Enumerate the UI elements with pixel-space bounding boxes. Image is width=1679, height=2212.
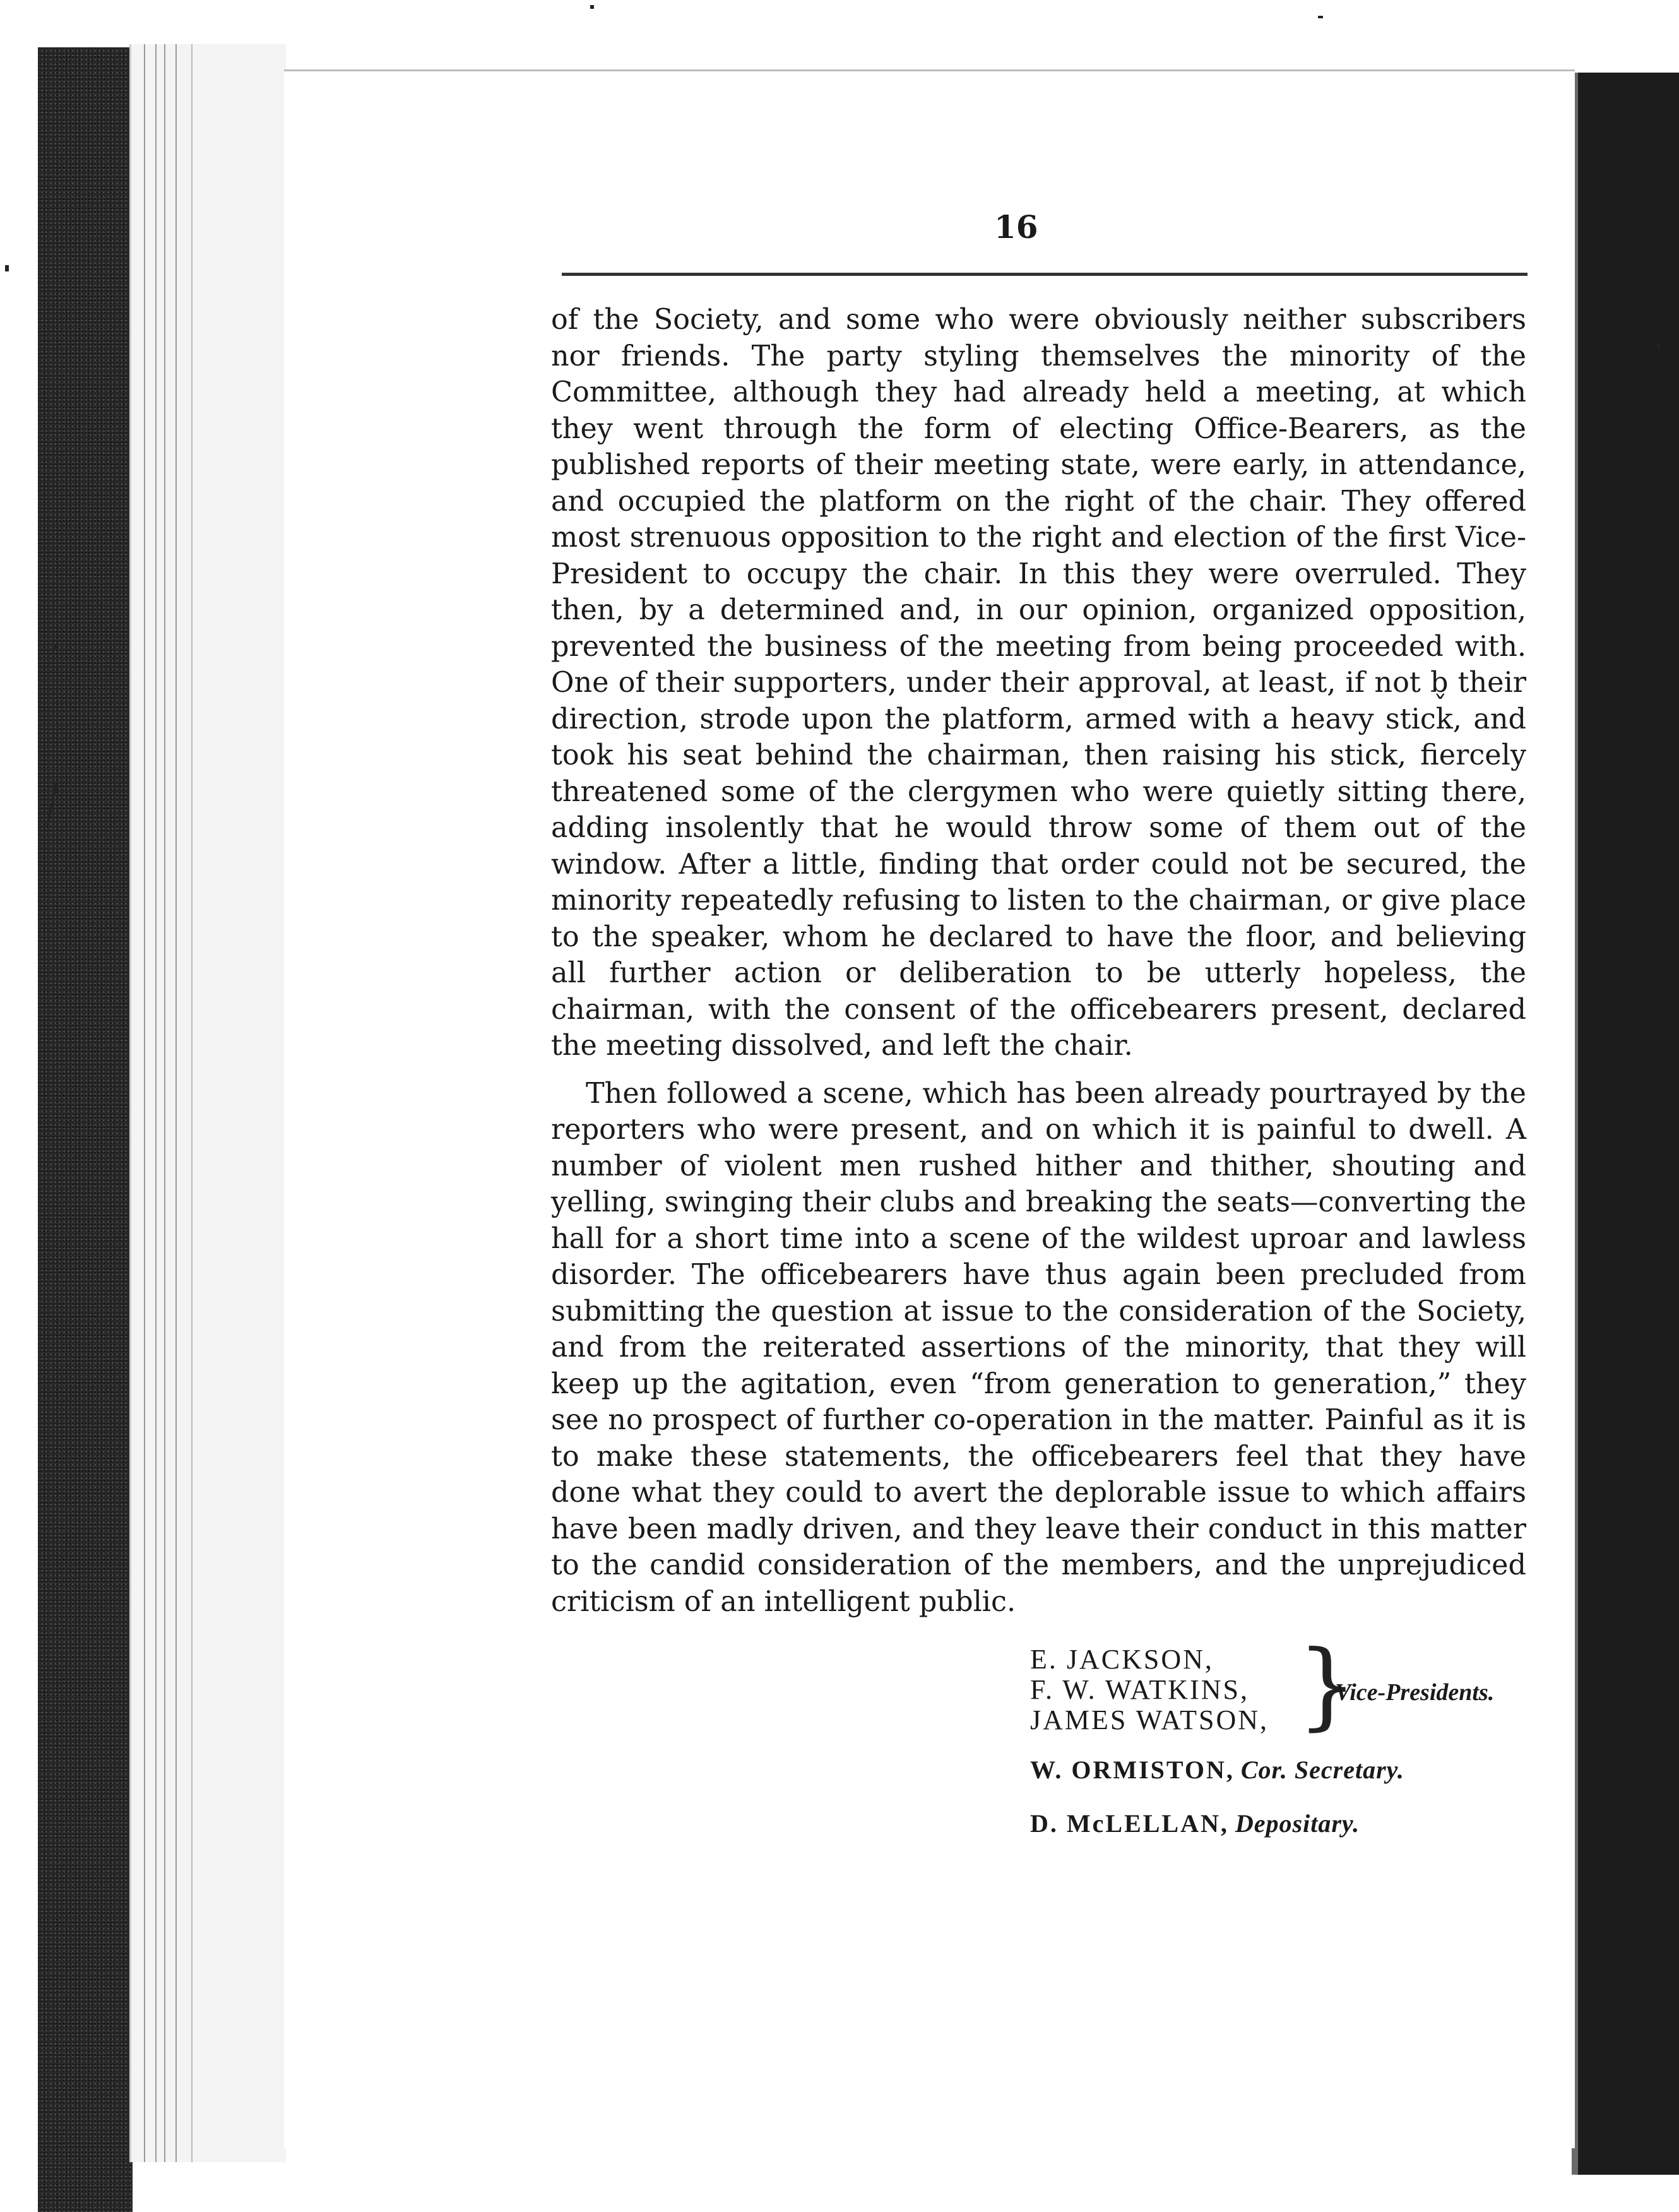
scan-speck <box>590 5 594 9</box>
scan-speck <box>1657 344 1660 349</box>
scan-margin-top <box>38 0 1679 47</box>
page-stack-edges <box>129 44 286 2162</box>
vice-president-name: JAMES WATSON, <box>1030 1704 1269 1735</box>
vice-presidents-group <box>1016 1631 1534 1745</box>
scan-speck <box>5 265 9 271</box>
scan-margin-left <box>0 0 38 2212</box>
depositary-name: D. McLELLAN, <box>1030 1809 1229 1838</box>
paragraph-2: Then followed a scene, which has been already pourtrayed by the reporters who were present, and on which it is painful to dwell. A number of violent men rushed hither and thither, shouting and yelling, swinging their clubs and breaking the seats—converting the hall for a short time into a scene of the wildest uproar and lawless disorder. The officebearers have thus again been precluded from submitting the question at issue to the consideration of the Society, and from the reiterated assertions of the minority, that they will keep up the agitation, even “from generation to generation,” they see no prospect of further co-operation in the matter. Painful as it is to make these statements, the officebearers feel that they have done what they could to avert the deplorable issue to which affairs have been madly driven, and they leave their conduct in this matter to the candid consideration of the members, and the unprejudiced criticism of an intelligent public. <box>551 1077 1526 1618</box>
page-body-text <box>551 302 1526 1620</box>
depositary-title: Depositary. <box>1235 1809 1360 1838</box>
depositary-signature <box>1030 1809 1360 1838</box>
book-cover-right-edge <box>1578 73 1679 2175</box>
grouping-brace: } <box>1297 1631 1358 1740</box>
secretary-title: Cor. Secretary. <box>1240 1756 1404 1784</box>
page-number: 16 <box>994 208 1038 246</box>
scan-speck <box>54 644 57 649</box>
signature-block <box>1016 1631 1534 1838</box>
vice-president-name: F. W. WATKINS, <box>1030 1674 1249 1705</box>
paragraph-1: of the Society, and some who were obviously neither subscribers nor friends. The party styling themselves the minority of the Committee, although they had already held a meeting, at which they went through the form of electing Office-Bearers, as the published reports of their meeting state, were early, in attendance, and occupied the platform on the right of the chair. They offered most strenuous opposition to the right and election of the first Vice-President to occupy the chair. In this they were overruled. They then, by a determined and, in our opinion, organized opposition, prevented the business of the meeting from being proceeded with. One of their supporters, under their approval, at least, if not b̬ their direction, strode upon the platform, armed with a heavy stick, and took his seat behind the chairman, then raising his stick, fiercely threatened some of the clergymen who were quietly sitting there, adding insolently that he would throw some of them out of the window. After a little, finding that order could not be secured, the minority repeatedly refusing to listen to the chairman, or give place to the speaker, whom he declared to have the floor, and believing all further action or deliberation to be utterly hopeless, the chairman, with the consent of the officebearers present, declared the meeting dissolved, and left the chair. <box>551 304 1526 1062</box>
scan-speck <box>1318 16 1323 18</box>
vice-president-name: E. JACKSON, <box>1030 1644 1214 1675</box>
secretary-name: W. ORMISTON, <box>1030 1756 1235 1784</box>
secretary-signature <box>1030 1755 1404 1785</box>
vice-presidents-title: Vice-Presidents. <box>1335 1679 1495 1706</box>
header-rule <box>562 273 1528 276</box>
